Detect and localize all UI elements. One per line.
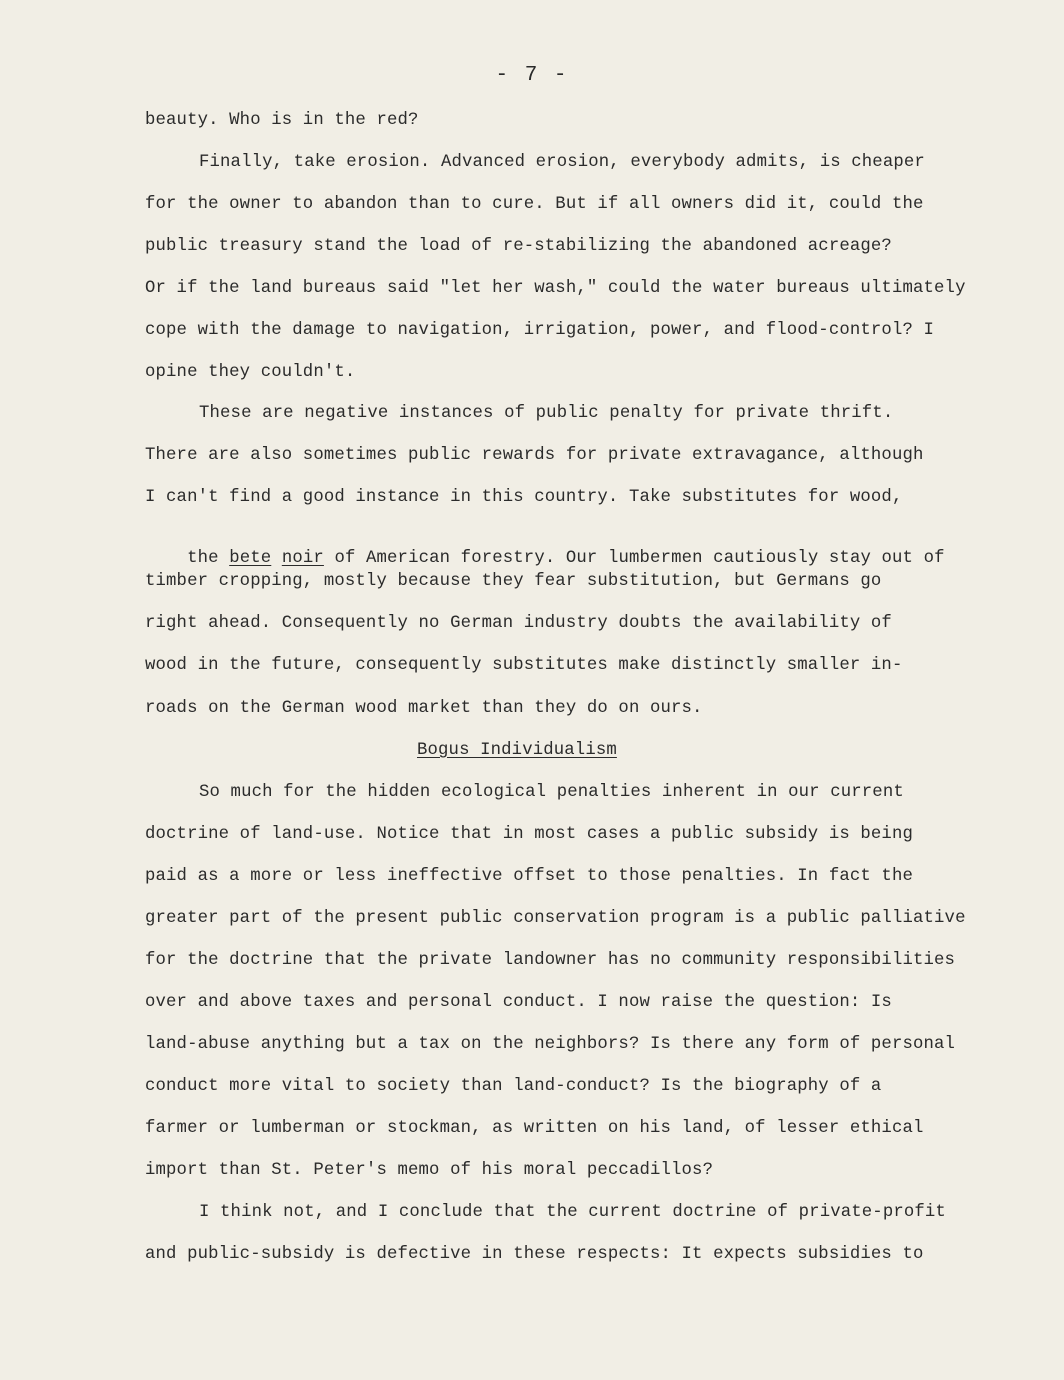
text-span: the xyxy=(187,549,219,568)
text-line: opine they couldn't. xyxy=(145,363,356,382)
text-line: I can't find a good instance in this country. Take substitutes for wood, xyxy=(145,488,903,507)
text-line: conduct more vital to society than land-conduct? Is the biography of a xyxy=(145,1077,882,1096)
text-line: and public-subsidy is defective in these respects: It expects subsidies to xyxy=(145,1245,924,1264)
underlined-word: noir xyxy=(281,549,324,568)
text-line: farmer or lumberman or stockman, as written on his land, of lesser ethical xyxy=(145,1119,924,1138)
text-line: So much for the hidden ecological penalties inherent in our current xyxy=(199,783,904,802)
text-line: There are also sometimes public rewards for private extravagance, although xyxy=(145,446,924,465)
text-line: for the owner to abandon than to cure. But if all owners did it, could the xyxy=(145,195,924,214)
text-line: land-abuse anything but a tax on the neighbors? Is there any form of personal xyxy=(145,1035,956,1054)
text-line: cope with the damage to navigation, irrigation, power, and flood-control? I xyxy=(145,321,935,340)
text-line: I think not, and I conclude that the current doctrine of private-profit xyxy=(199,1203,946,1222)
text-line: import than St. Peter's memo of his moral peccadillos? xyxy=(145,1161,714,1180)
text-line: paid as a more or less ineffective offset to those penalties. In fact the xyxy=(145,867,913,886)
text-line: for the doctrine that the private landowner has no community responsibilities xyxy=(145,951,956,970)
text-line: doctrine of land-use. Notice that in most cases a public subsidy is being xyxy=(145,825,913,844)
text-line: right ahead. Consequently no German industry doubts the availability of xyxy=(145,614,892,633)
text-line: public treasury stand the load of re-stabilizing the abandoned acreage? xyxy=(145,237,892,256)
text-line: wood in the future, consequently substitutes make distinctly smaller in- xyxy=(145,656,903,675)
text-line: over and above taxes and personal conduct. I now raise the question: Is xyxy=(145,993,892,1012)
page-number: - 7 - xyxy=(495,64,569,87)
text-line: greater part of the present public conservation program is a public palliative xyxy=(145,909,966,928)
text-line: roads on the German wood market than they do on ours. xyxy=(145,699,703,718)
section-heading: Bogus Individualism xyxy=(417,741,617,760)
text-line: These are negative instances of public penalty for private thrift. xyxy=(199,404,894,423)
text-line: Or if the land bureaus said "let her wash," could the water bureaus ultimately xyxy=(145,279,966,298)
text-line: beauty. Who is in the red? xyxy=(145,111,419,130)
text-span: of American forestry. Our lumbermen cautiously stay out of xyxy=(334,549,945,568)
text-line: Finally, take erosion. Advanced erosion, everybody admits, is cheaper xyxy=(199,153,925,172)
underlined-word: bete xyxy=(229,549,272,568)
text-line: timber cropping, mostly because they fear substitution, but Germans go xyxy=(145,572,882,591)
